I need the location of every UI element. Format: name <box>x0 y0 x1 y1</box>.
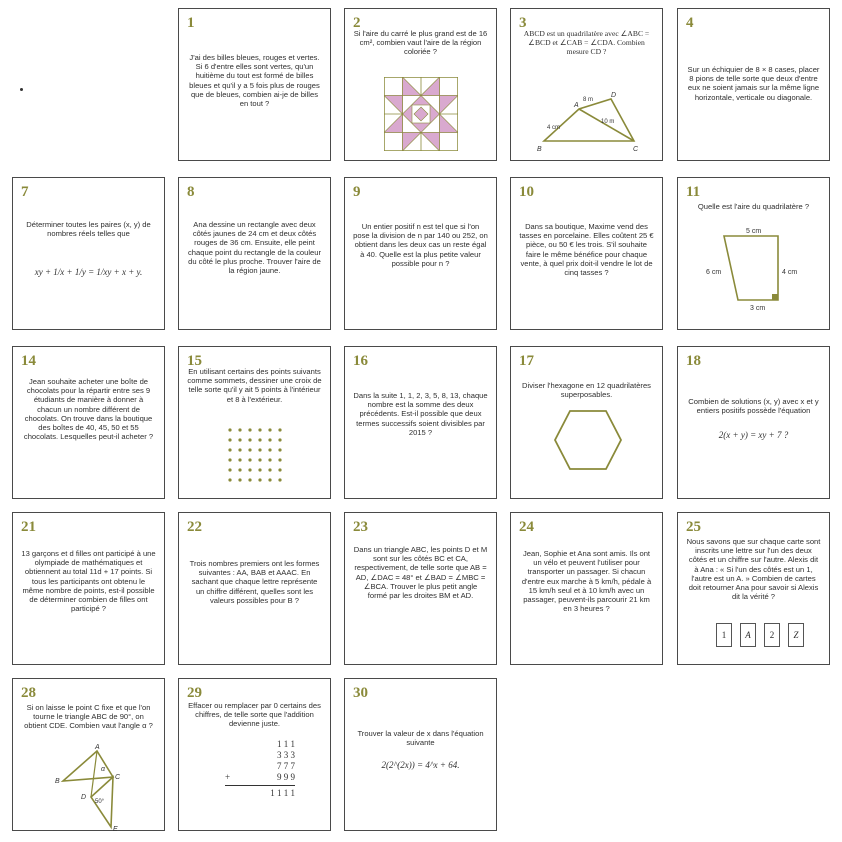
card-number: 28 <box>21 685 36 701</box>
stray-dot <box>20 88 23 91</box>
grid-dot <box>278 428 281 431</box>
grid-dot <box>248 478 251 481</box>
card-14 <box>12 346 165 499</box>
card-number: 2 <box>353 15 361 31</box>
card-number: 7 <box>21 184 29 200</box>
grid-dot <box>258 458 261 461</box>
label-d: D <box>81 794 87 801</box>
card-text: J'ai des billes bleues, rouges et vertes. Si 6 d'entre elles sont vertes, qu'un huitième du tout est formé de billes bleues et qu'il y a 5 fois plus de rouges que de bleues, combien ai-je de billes en tout ? <box>189 53 320 109</box>
grid-dot <box>258 478 261 481</box>
card-text: Quelle est l'aire du quadrilatère ? <box>697 202 810 211</box>
card-number: 1 <box>187 15 195 31</box>
grid-dot <box>268 428 271 431</box>
card-number: 24 <box>519 519 534 535</box>
addition-row: 7 7 7 <box>277 761 295 771</box>
card-number: 10 <box>519 184 534 200</box>
quadrilateral-figure <box>529 89 649 154</box>
equation: 2(2^(2x)) = 4^x + 64. <box>381 760 460 770</box>
grid-dot <box>268 438 271 441</box>
card-21 <box>12 512 165 665</box>
grid-dot <box>228 468 231 471</box>
dot-grid-figure <box>225 425 285 485</box>
card-number: 16 <box>353 353 368 369</box>
grid-dot <box>228 478 231 481</box>
card-16 <box>344 346 497 499</box>
card-text: Jean, Sophie et Ana sont amis. Ils ont un vélo et peuvent l'utiliser pour transporter un passager. Si chacun d'entre eux marche à 5 km/h, pédale à 15 km/h seul et à 10 km/h avec un passager, peuvent-ils parcourir 21 km en 3 heures ? <box>521 549 652 614</box>
card-24 <box>510 512 663 665</box>
flip-cards-row <box>716 623 804 647</box>
card-number: 11 <box>686 184 701 200</box>
card-4 <box>677 8 830 161</box>
label-c: C <box>633 146 639 153</box>
label-b: B <box>537 146 542 153</box>
card-text: Effacer ou remplacer par 0 certains des chiffres, de telle sorte que l'addition devienne juste. <box>188 701 321 729</box>
card-text: Dans la suite 1, 1, 2, 3, 5, 8, 13, chaque nombre est la somme des deux précédents. Est-il possible que deux termes successifs soient divisibles par 2015 ? <box>353 391 488 437</box>
label-top: 5 cm <box>746 228 762 235</box>
label-ad: 8 m <box>583 97 594 103</box>
label-ab: 4 cm <box>547 125 561 131</box>
card-text: Trouver la valeur de x dans l'équation suivante <box>357 729 484 748</box>
grid-dot <box>228 458 231 461</box>
card-10 <box>510 177 663 330</box>
card-text: Trois nombres premiers ont les formes suivantes : AA, BAB et AAAC. En sachant que chaque lettre représente un chiffre différent, quelles sont les valeurs possibles pour B ? <box>189 559 320 605</box>
card-number: 17 <box>519 353 534 369</box>
label-a: A <box>95 744 100 751</box>
card-30 <box>344 678 497 831</box>
card-text: 13 garçons et d filles ont participé à une olympiade de mathématiques et obtiennent au total 11d + 17 points. Si tous les participants ont obtenu le même nombre de points, est-il possible de déterminer combien de filles ont participé ? <box>21 549 156 614</box>
grid-dot <box>238 458 241 461</box>
card-number: 18 <box>686 353 701 369</box>
grid-dot <box>278 478 281 481</box>
card-text: Si l'aire du carré le plus grand est de 16 cm², combien vaut l'aire de la région coloriée ? <box>353 29 488 57</box>
hexagon-figure <box>553 409 623 471</box>
grid-dot <box>228 448 231 451</box>
card-text: Dans un triangle ABC, les points D et M sont sur les côtés BC et CA, respectivement, de telle sorte que AB = AD, ∠DAC = 48° et ∠BAD = ∠MBC = ∠BCA. Trouver le plus petit angle formé par les droites BM et AD. <box>353 545 488 601</box>
flip-card-label: A <box>745 630 751 640</box>
plus-sign: + <box>225 772 231 782</box>
card-number: 4 <box>686 15 694 31</box>
grid-dot <box>248 468 251 471</box>
card-number: 22 <box>187 519 202 535</box>
flip-card-label: 1 <box>721 630 727 640</box>
grid-dot <box>268 478 271 481</box>
card-11 <box>677 177 830 330</box>
flip-card <box>764 623 780 647</box>
card-number: 8 <box>187 184 195 200</box>
flip-card <box>740 623 756 647</box>
card-23 <box>344 512 497 665</box>
grid-dot <box>248 458 251 461</box>
card-number: 23 <box>353 519 368 535</box>
card-1 <box>178 8 331 161</box>
grid-dot <box>248 448 251 451</box>
card-number: 3 <box>519 15 527 31</box>
flip-card <box>716 623 732 647</box>
card-number: 29 <box>187 685 202 701</box>
card-text: En utilisant certains des points suivants comme sommets, dessiner une croix de telle sorte qu'il y ait 5 points à l'intérieur et 8 à l'extérieur. <box>187 367 322 404</box>
card-text: Sur un échiquier de 8 × 8 cases, placer 8 pions de telle sorte que deux d'entre eux ne soient jamais sur la même ligne horizontale, verticale ou diagonale. <box>687 65 820 102</box>
card-text: Si on laisse le point C fixe et que l'on tourne le triangle ABC de 90°, on obtient CDE. Combien vaut l'angle α ? <box>24 703 153 731</box>
card-number: 15 <box>187 353 202 369</box>
grid-dot <box>278 468 281 471</box>
label-right: 4 cm <box>782 269 798 276</box>
label-ac: 10 m <box>601 119 615 125</box>
flip-card <box>788 623 804 647</box>
card-18 <box>677 346 830 499</box>
card-text: Combien de solutions (x, y) avec x et y entiers positifs possède l'équation <box>688 397 819 416</box>
label-left: 6 cm <box>706 269 722 276</box>
label-50: 50° <box>95 799 105 805</box>
card-7 <box>12 177 165 330</box>
addition-row-last <box>225 772 295 783</box>
colored-square-figure <box>384 77 458 151</box>
rotation-triangle-figure <box>51 741 151 833</box>
quadrilateral-area-figure <box>702 228 812 323</box>
grid-dot <box>278 438 281 441</box>
card-text: ABCD est un quadrilatère avec ∠ABC = ∠BCD et ∠CAB = ∠CDA. Combien mesure CD ? <box>523 29 650 57</box>
grid-dot <box>278 448 281 451</box>
grid-dot <box>238 438 241 441</box>
grid-dot <box>238 478 241 481</box>
grid-dot <box>268 448 271 451</box>
label-a: A <box>574 102 579 109</box>
card-17 <box>510 346 663 499</box>
grid-dot <box>268 468 271 471</box>
card-text: Diviser l'hexagone en 12 quadrilatères superposables. <box>522 381 651 400</box>
card-28 <box>12 678 165 831</box>
equation: xy + 1/x + 1/y = 1/xy + x + y. <box>34 267 143 277</box>
card-number: 14 <box>21 353 36 369</box>
card-number: 9 <box>353 184 361 200</box>
grid-dot <box>248 438 251 441</box>
flip-card-label: 2 <box>769 630 775 640</box>
label-c: C <box>115 774 121 781</box>
card-3 <box>510 8 663 161</box>
grid-dot <box>258 468 261 471</box>
label-bottom: 3 cm <box>750 305 766 312</box>
grid-dot <box>228 428 231 431</box>
card-9 <box>344 177 497 330</box>
grid-dot <box>238 428 241 431</box>
flip-card-label: Z <box>793 630 799 640</box>
sum-rule <box>225 785 295 786</box>
addition-block <box>225 739 295 799</box>
grid-dot <box>278 458 281 461</box>
card-22 <box>178 512 331 665</box>
card-text: Déterminer toutes les paires (x, y) de nombres réels telles que <box>26 220 151 239</box>
grid-dot <box>258 438 261 441</box>
card-8 <box>178 177 331 330</box>
card-2 <box>344 8 497 161</box>
label-e: E <box>113 826 118 833</box>
card-15 <box>178 346 331 499</box>
card-text: Jean souhaite acheter une boîte de chocolats pour la répartir entre ses 9 étudiants de manière à donner à chacun un nombre différent de chocolats. On trouve dans la boutique des boîtes de 40, 45, 50 et 55 chocolats. Lesquelles peut-il acheter ? <box>23 377 154 442</box>
grid-dot <box>268 458 271 461</box>
grid-dot <box>238 468 241 471</box>
card-text: Nous savons que sur chaque carte sont inscrits une lettre sur l'un des deux côtés et un chiffre sur l'autre. Alexis dit à Ana : « Si l'un des côtés est un 1, l'autre est un A. » Combien de cartes doit retourner Ana pour savoir si Alexis dit la vérité ? <box>686 537 821 602</box>
label-alpha: α <box>101 766 105 773</box>
card-number: 30 <box>353 685 368 701</box>
addition-result: 1 1 1 1 <box>270 788 295 798</box>
grid-dot <box>228 438 231 441</box>
grid-dot <box>258 428 261 431</box>
label-b: B <box>55 778 60 785</box>
grid-dot <box>258 448 261 451</box>
grid-dot <box>248 428 251 431</box>
card-number: 21 <box>21 519 36 535</box>
addition-row: 1 1 1 <box>277 739 295 749</box>
card-29 <box>178 678 331 831</box>
card-text: Un entier positif n est tel que si l'on pose la division de n par 140 ou 252, on obtient dans les deux cas un reste égal à 40. Quelle est la plus petite valeur possible pour n ? <box>353 222 488 268</box>
card-25 <box>677 512 830 665</box>
card-number: 25 <box>686 519 701 535</box>
addition-row: 9 9 9 <box>277 772 295 782</box>
grid-dot <box>238 448 241 451</box>
card-text: Dans sa boutique, Maxime vend des tasses en porcelaine. Elles coûtent 25 € pièce, ou 50 € les trois. S'il souhaite faire le même bénéfice pour chaque vente, à quel prix doit-il vendre le lot de cinq tasses ? <box>519 222 654 278</box>
equation: 2(x + y) = xy + 7 ? <box>718 430 789 440</box>
card-text: Ana dessine un rectangle avec deux côtés jaunes de 24 cm et deux côtés rouges de 36 cm. Ensuite, elle peint chaque point du rectangle de la couleur du côté le plus proche. Trouver l'aire de la région jaune. <box>188 220 321 276</box>
addition-row: 3 3 3 <box>277 750 295 760</box>
label-d: D <box>611 92 617 99</box>
